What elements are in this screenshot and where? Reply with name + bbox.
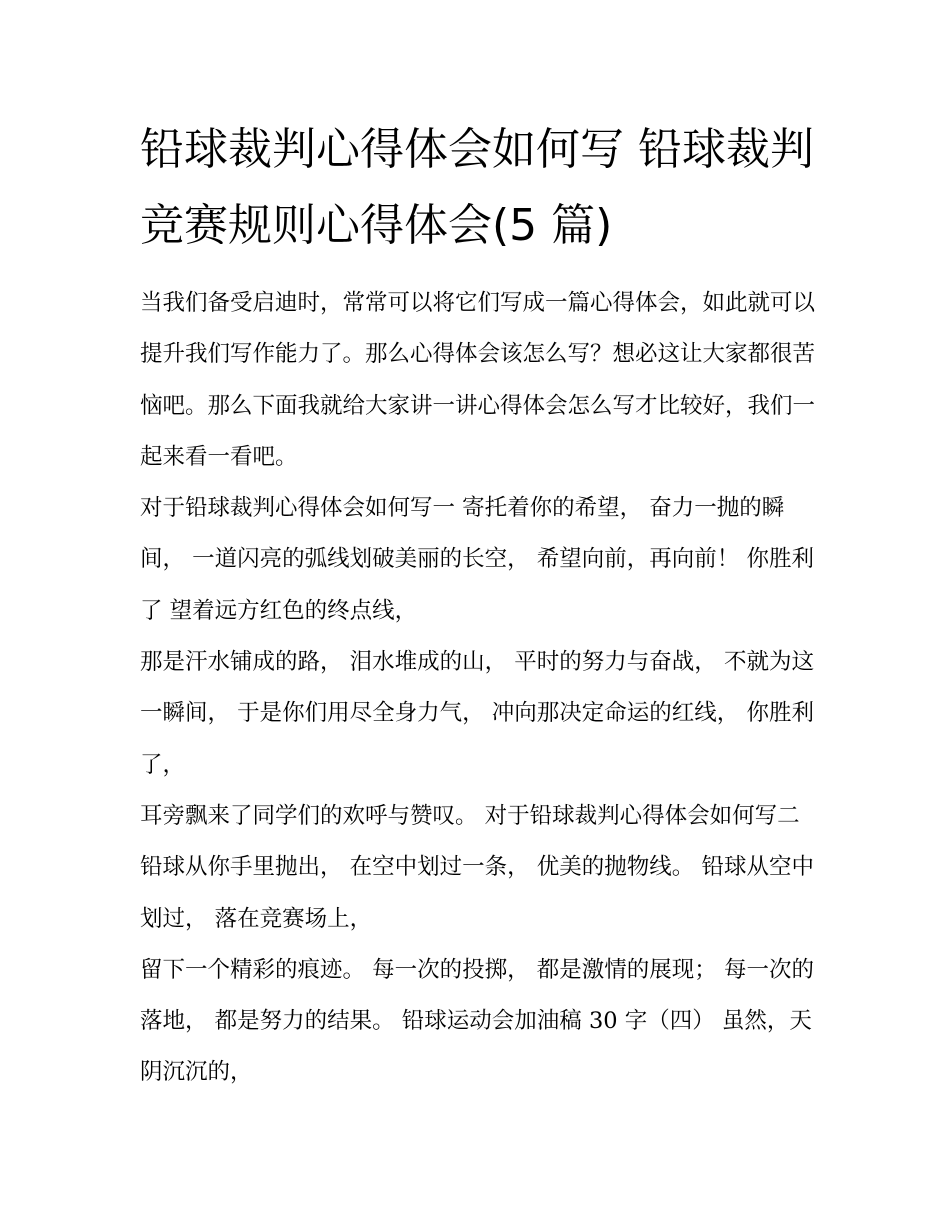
document-body bbox=[140, 278, 820, 1099]
paragraph-1: 对于铅球裁判心得体会如何写一 寄托着你的希望， 奋力一抛的瞬间， 一道闪亮的弧线划破美丽的长空， 希望向前，再向前！ 你胜利了 望着远方红色的终点线， bbox=[140, 495, 814, 624]
document-title: 铅球裁判心得体会如何写 铅球裁判竞赛规则心得体会(5 篇) bbox=[140, 124, 814, 251]
paragraph-4: 留下一个精彩的痕迹。 每一次的投掷， 都是激情的展现； 每一次的落地， 都是努力的结果。 铅球运动会加油稿 30 字（四） 虽然，天阴沉沉的， bbox=[140, 956, 814, 1086]
paragraph-3: 耳旁飘来了同学们的欢呼与赞叹。 对于铅球裁判心得体会如何写二 铅球从你手里抛出， 在空中划过一条， 优美的抛物线。 铅球从空中划过， 落在竞赛场上， bbox=[140, 802, 814, 932]
paragraph-intro: 当我们备受启迪时，常常可以将它们写成一篇心得体会，如此就可以提升我们写作能力了。那么心得体会该怎么写？想必这让大家都很苦恼吧。那么下面我就给大家讲一讲心得体会怎么写才比较好，我们一起来看一看吧。 bbox=[140, 290, 816, 470]
paragraph-2: 那是汗水铺成的路， 泪水堆成的山， 平时的努力与奋战， 不就为这一瞬间， 于是你们用尽全身力气， 冲向那决定命运的红线， 你胜利了， bbox=[140, 649, 814, 778]
